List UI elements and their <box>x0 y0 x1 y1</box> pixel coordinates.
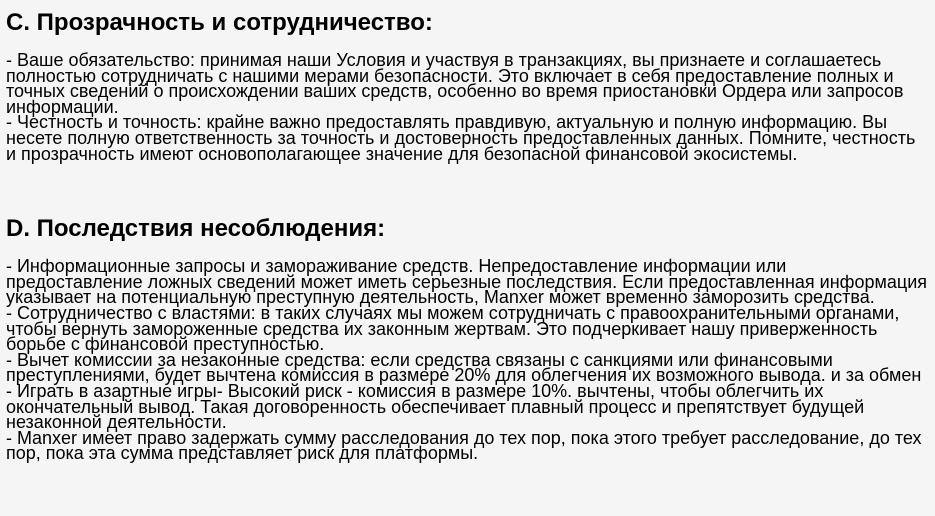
section-c-item-commitment: - Ваше обязательство: принимая наши Условия и участвуя в транзакциях, вы признаете и соглашаетесь полностью сотрудничать с нашими мерами безопасности. Это включает в себя предоставление полных и точных сведений о происхождении ваших средств, особенно во время приостановки Ордера или запросов информации. <box>6 50 904 117</box>
section-c-title: C. Прозрачность и сотрудничество: <box>6 9 433 36</box>
section-d-item-commission: - Вычет комиссии за незаконные средства: если средства связаны с санкциями или финансовыми преступлениями, будет вычтена комиссия в размере 20% для облегчения их возможного вывода. и за обмен - Играть в азартные игры- Высокий риск - комиссия в размере 10%. вычтены, чтобы облегчить их окончательный вывод. Такая договоренность обеспечивает плавный процесс и препятствует будущей незаконной деятельности. <box>6 349 922 433</box>
section-d-item-authorities: - Сотрудничество с властями: в таких случаях мы можем сотрудничать с правоохранительными органами, чтобы вернуть замороженные средства их законным жертвам. Это подчеркивает нашу приверженность борьбе с финансовой преступностью. <box>6 302 900 355</box>
section-transparency <box>6 8 927 162</box>
section-consequences <box>6 214 927 462</box>
section-c-item-honesty: - Честность и точность: крайне важно предоставлять правдивую, актуальную и полную информацию. Вы несете полную ответственность за точность и достоверность предоставленных данных. Помните, честность и прозрачность имеют основополагающее значение для безопасной финансовой экосистемы. <box>6 112 916 164</box>
section-d-item-info-requests: - Информационные запросы и замораживание средств. Непредоставление информации или предоставление ложных сведений может иметь серьезные последствия. Если предоставленная информация указывает на потенциальную преступную деятельность, Manxer может временно заморозить средства. <box>6 256 928 308</box>
section-d-title: D. Последствия несоблюдения: <box>6 215 386 243</box>
section-d-item-hold-right: - Manxer имеет право задержать сумму расследования до тех пор, пока этого требует расследование, до тех пор, пока эта сумма представляет риск для платформы. <box>6 427 922 464</box>
